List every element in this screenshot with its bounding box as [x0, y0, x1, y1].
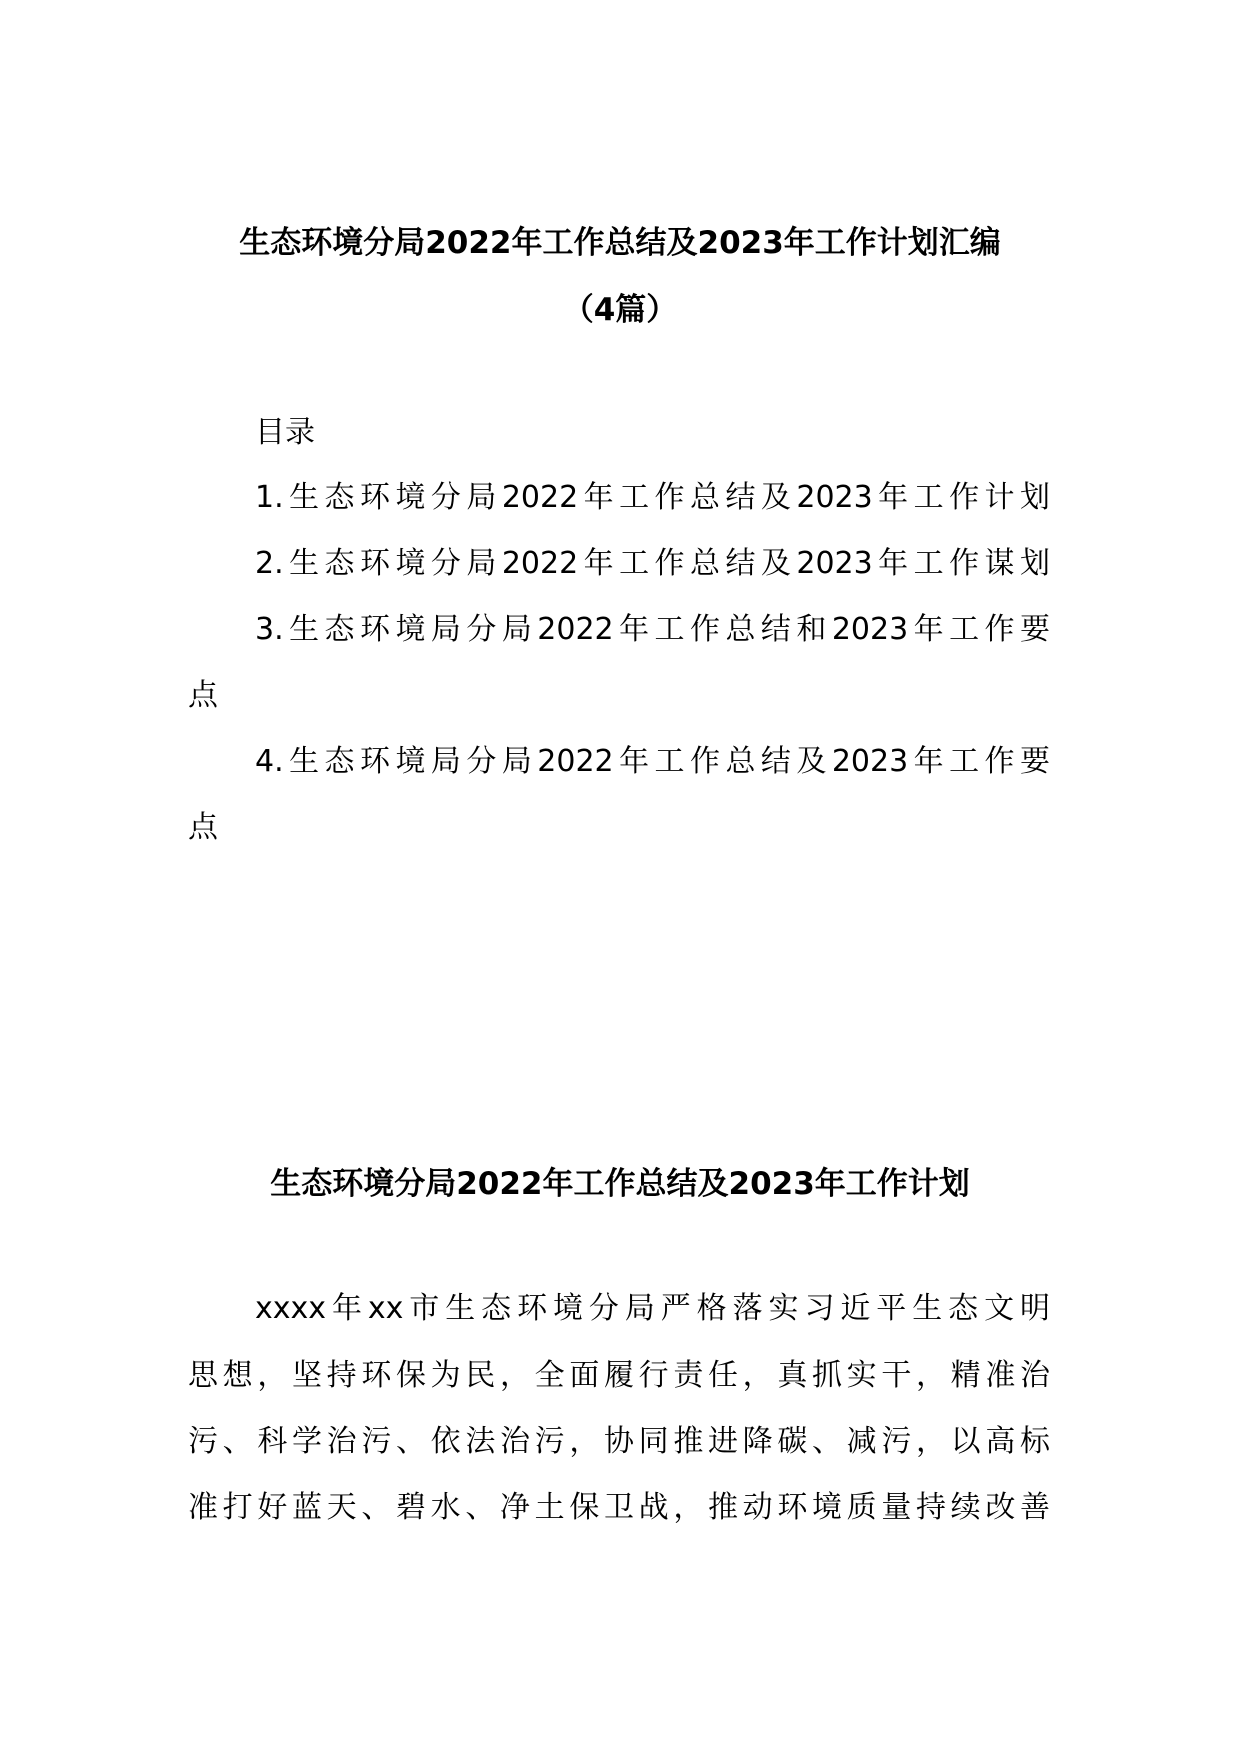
document-title: 生态环境分局2022年工作总结及2023年工作计划汇编: [239, 225, 1001, 261]
section-title: 生态环境分局2022年工作总结及2023年工作计划: [270, 1166, 970, 1202]
document-title-count: （4篇）: [562, 292, 678, 328]
paragraph-line: xxxx年xx市生态环境分局严格落实习近平生态文明: [255, 1291, 1050, 1326]
paragraph-line: 准打好蓝天、碧水、净土保卫战，推动环境质量持续改善: [188, 1490, 1050, 1525]
toc-item-3[interactable]: 3.生态环境局分局2022年工作总结和2023年工作要: [255, 612, 1050, 647]
toc-item-1[interactable]: 1.生态环境分局2022年工作总结及2023年工作计划: [255, 480, 1050, 515]
toc-item-4-continuation[interactable]: 点: [188, 810, 218, 845]
paragraph-line: 思想，坚持环保为民，全面履行责任，真抓实干，精准治: [188, 1358, 1050, 1393]
paragraph-line: 污、科学治污、依法治污，协同推进降碳、减污，以高标: [188, 1424, 1050, 1459]
toc-item-2[interactable]: 2.生态环境分局2022年工作总结及2023年工作谋划: [255, 546, 1050, 581]
toc-heading: 目录: [255, 415, 315, 450]
toc-item-4[interactable]: 4.生态环境局分局2022年工作总结及2023年工作要: [255, 744, 1050, 779]
toc-item-3-continuation[interactable]: 点: [188, 678, 218, 713]
